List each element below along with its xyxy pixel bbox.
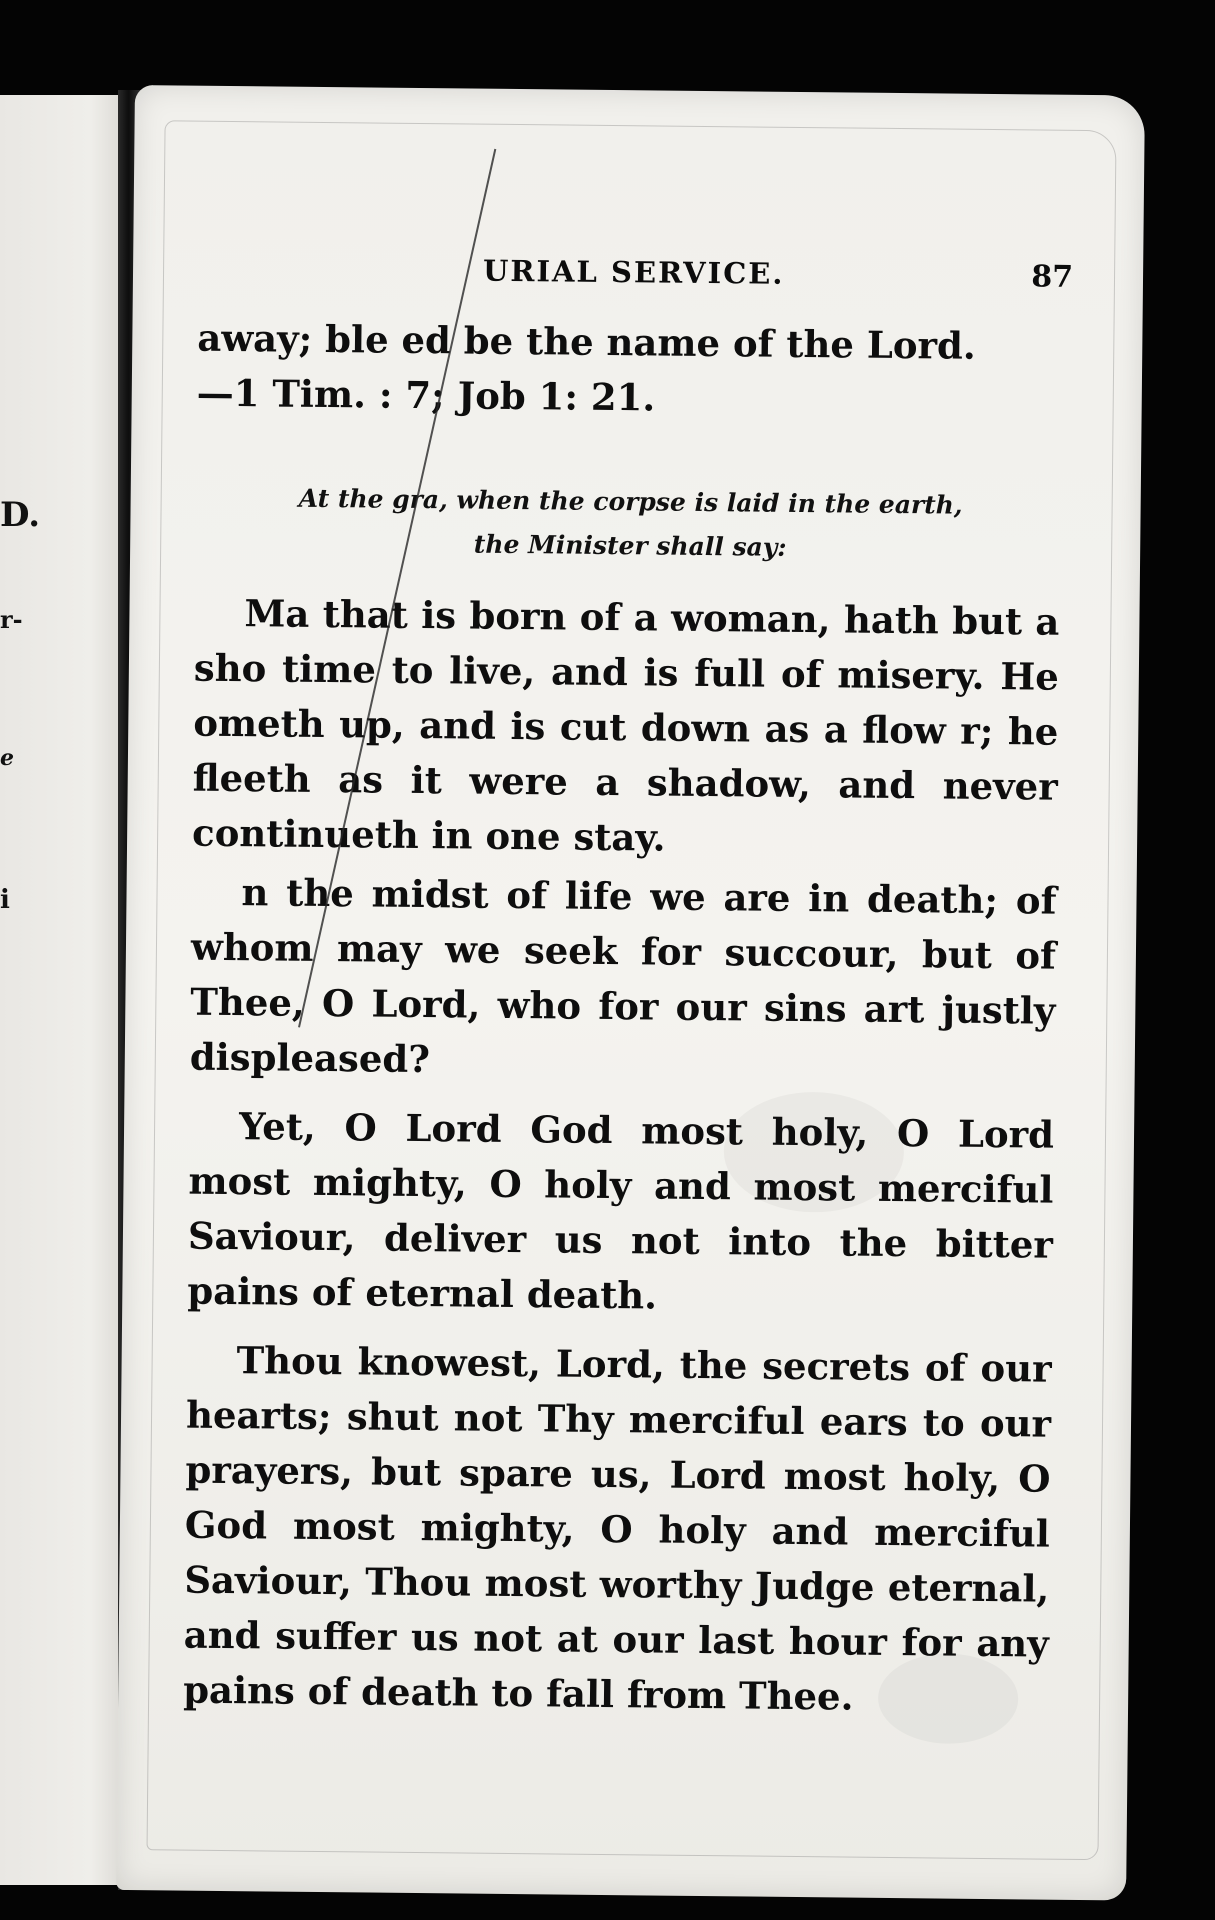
book-page bbox=[116, 85, 1145, 1900]
body-text bbox=[183, 586, 1060, 1727]
left-facing-page bbox=[0, 95, 130, 1885]
left-page-fragment: i bbox=[0, 885, 10, 915]
rubric-line: the Minister shall say: bbox=[473, 529, 787, 562]
scripture-reference: —1 Tim. : 7; Job 1: 21. bbox=[196, 370, 656, 420]
left-page-fragment: D. bbox=[0, 495, 41, 535]
paragraph: Yet, O Lord God most holy, O Lord most mighty, O holy and most merciful Saviour, deliver us not into the bitter pains of eternal death. bbox=[187, 1104, 1055, 1318]
paragraph: Ma that is born of a woman, hath but a sho time to live, and is full of misery. He ometh up, and is cut down as a flow r; he fleeth as it were a shadow, and never continueth in one stay. bbox=[191, 591, 1060, 860]
running-header bbox=[133, 250, 1143, 295]
page-number: 87 bbox=[1031, 259, 1074, 295]
rubric-line: At the gra, when the corpse is laid in the earth, bbox=[298, 483, 963, 520]
left-page-fragment: e bbox=[0, 745, 14, 771]
opening-verse bbox=[196, 311, 1062, 430]
left-page-fragment: r- bbox=[0, 605, 23, 634]
rubric-instruction bbox=[190, 476, 1071, 573]
running-title: URIAL SERVICE. bbox=[482, 253, 785, 291]
paragraph: n the midst of life we are in death; of whom may we seek for succour, but of Thee, O Lord, who for our sins art justly displeased? bbox=[189, 870, 1057, 1082]
paragraph: Thou knowest, Lord, the secrets of our hearts; shut not Thy merciful ears to our prayers, but spare us, Lord most holy, O God most mighty, O holy and merciful Saviour, Thou most worthy Judge eternal, and suffer us not at our last hour for any pains of death to fall from Thee. bbox=[182, 1338, 1052, 1719]
opening-line: away; ble ed be the name of the Lord. bbox=[197, 315, 977, 368]
